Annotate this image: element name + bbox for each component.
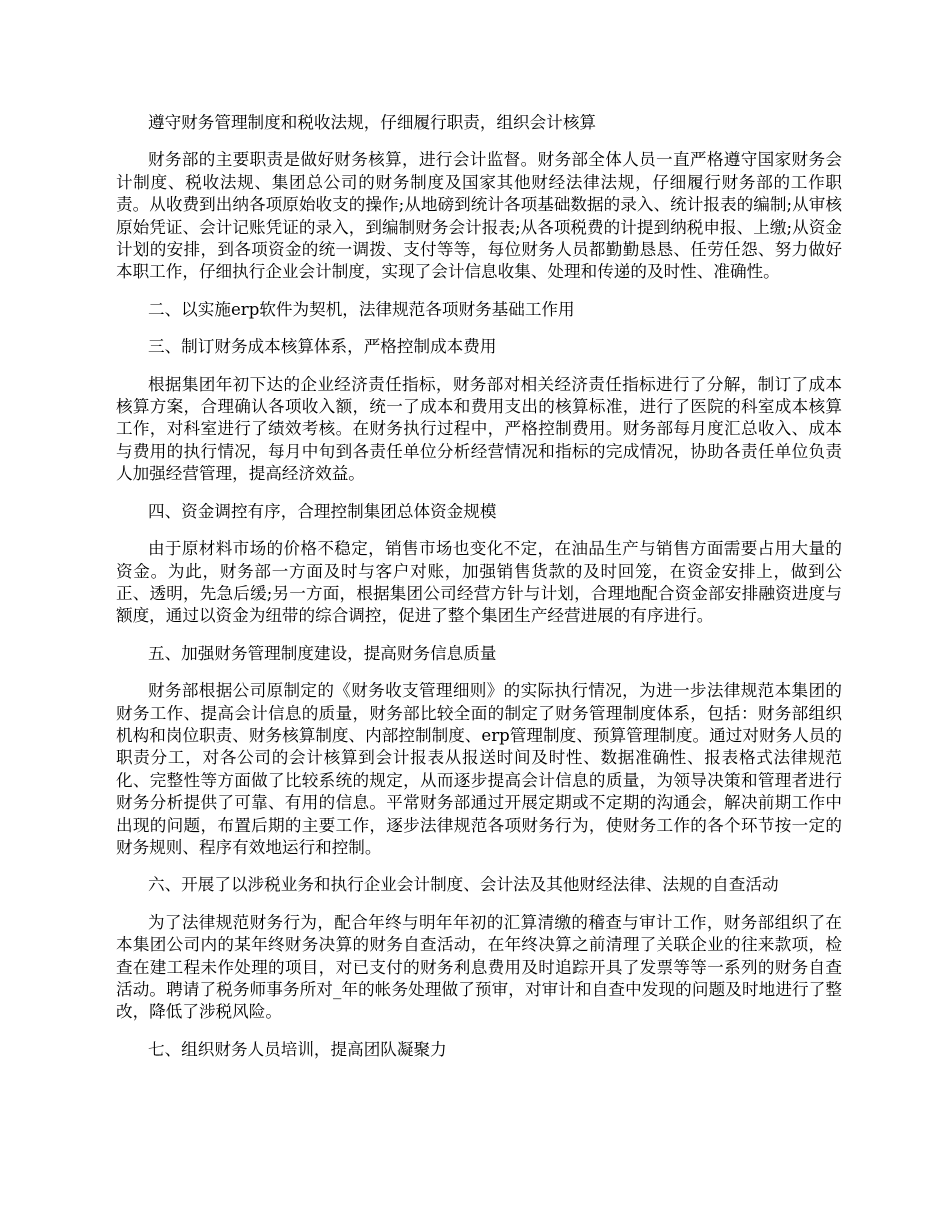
section-heading-self-audit: 六、开展了以涉税业务和执行企业会计制度、会计法及其他财经法律、法规的自查活动 — [148, 875, 779, 895]
paragraph-main-duties: 财务部的主要职责是做好财务核算，进行会计监督。财务部全体人员一直严格遵守国家财务会计制度、税收法规、集团总公司的财务制度及国家其他财经法律法规，仔细履行财务部的工作职责。从收费到出纳各项原始收支的操作;从地磅到统计各项基础数据的录入、统计报表的编制;从审核原始凭证、会计记账凭证的录入，到编制财务会计报表;从各项税费的计提到纳税申报、上缴;从资金计划的安排，到各项资金的统一调拨、支付等等，每位财务人员都勤勤恳恳、任劳任怨、努力做好本职工作，仔细执行企业会计制度，实现了会计信息收集、处理和传递的及时性、准确性。 — [116, 150, 842, 282]
section-heading-funds: 四、资金调控有序，合理控制集团总体资金规模 — [148, 501, 497, 521]
section-heading-management-system: 五、加强财务管理制度建设，提高财务信息质量 — [148, 643, 497, 663]
section-heading-training: 七、组织财务人员培训，提高团队凝聚力 — [148, 1039, 447, 1059]
section-heading-erp: 二、以实施erp软件为契机，法律规范各项财务基础工作用 — [148, 299, 575, 319]
paragraph-self-audit: 为了法律规范财务行为，配合年终与明年年初的汇算清缴的稽查与审计工作，财务部组织了在本集团公司内的某年终财务决算的财务自查活动，在年终决算之前清理了关联企业的往来款项，检查在建工程未作处理的项目，对已支付的财务利息费用及时追踪开具了发票等等一系列的财务自查活动。聘请了税务师事务所对_年的帐务处理做了预审，对审计和自查中发现的问题及时地进行了整改，降低了涉税风险。 — [116, 912, 842, 1022]
document-page — [116, 112, 842, 1076]
paragraph-cost-control: 根据集团年初下达的企业经济责任指标，财务部对相关经济责任指标进行了分解，制订了成本核算方案，合理确认各项收入额，统一了成本和费用支出的核算标准，进行了医院的科室成本核算工作，对科室进行了绩效考核。在财务执行过程中，严格控制费用。财务部每月度汇总收入、成本与费用的执行情况，每月中旬到各责任单位分析经营情况和指标的完成情况，协助各责任单位负责人加强经营管理，提高经济效益。 — [116, 374, 842, 484]
section-heading-cost-system: 三、制订财务成本核算体系，严格控制成本费用 — [148, 337, 497, 357]
section-heading-accounting: 遵守财务管理制度和税收法规，仔细履行职责，组织会计核算 — [148, 113, 597, 132]
paragraph-management-system: 财务部根据公司原制定的《财务收支管理细则》的实际执行情况，为进一步法律规范本集团的财务工作、提高会计信息的质量，财务部比较全面的制定了财务管理制度体系，包括：财务部组织机构和岗位职责、财务核算制度、内部控制制度、erp管理制度、预算管理制度。通过对财务人员的职责分工，对各公司的会计核算到会计报表从报送时间及时性、数据准确性、报表格式法律规范化、完整性等方面做了比较系统的规定，从而逐步提高会计信息的质量，为领导决策和管理者进行财务分析提供了可靠、有用的信息。平常财务部通过开展定期或不定期的沟通会，解决前期工作中出现的问题，布置后期的主要工作，逐步法律规范各项财务行为，使财务工作的各个环节按一定的财务规则、程序有效地运行和控制。 — [116, 681, 842, 857]
paragraph-funds: 由于原材料市场的价格不稳定，销售市场也变化不定，在油品生产与销售方面需要占用大量的资金。为此，财务部一方面及时与客户对账，加强销售货款的及时回笼，在资金安排上，做到公正、透明，先急后缓;另一方面，根据集团公司经营方针与计划，合理地配合资金部安排融资进度与额度，通过以资金为纽带的综合调控，促进了整个集团生产经营进展的有序进行。 — [116, 539, 842, 626]
